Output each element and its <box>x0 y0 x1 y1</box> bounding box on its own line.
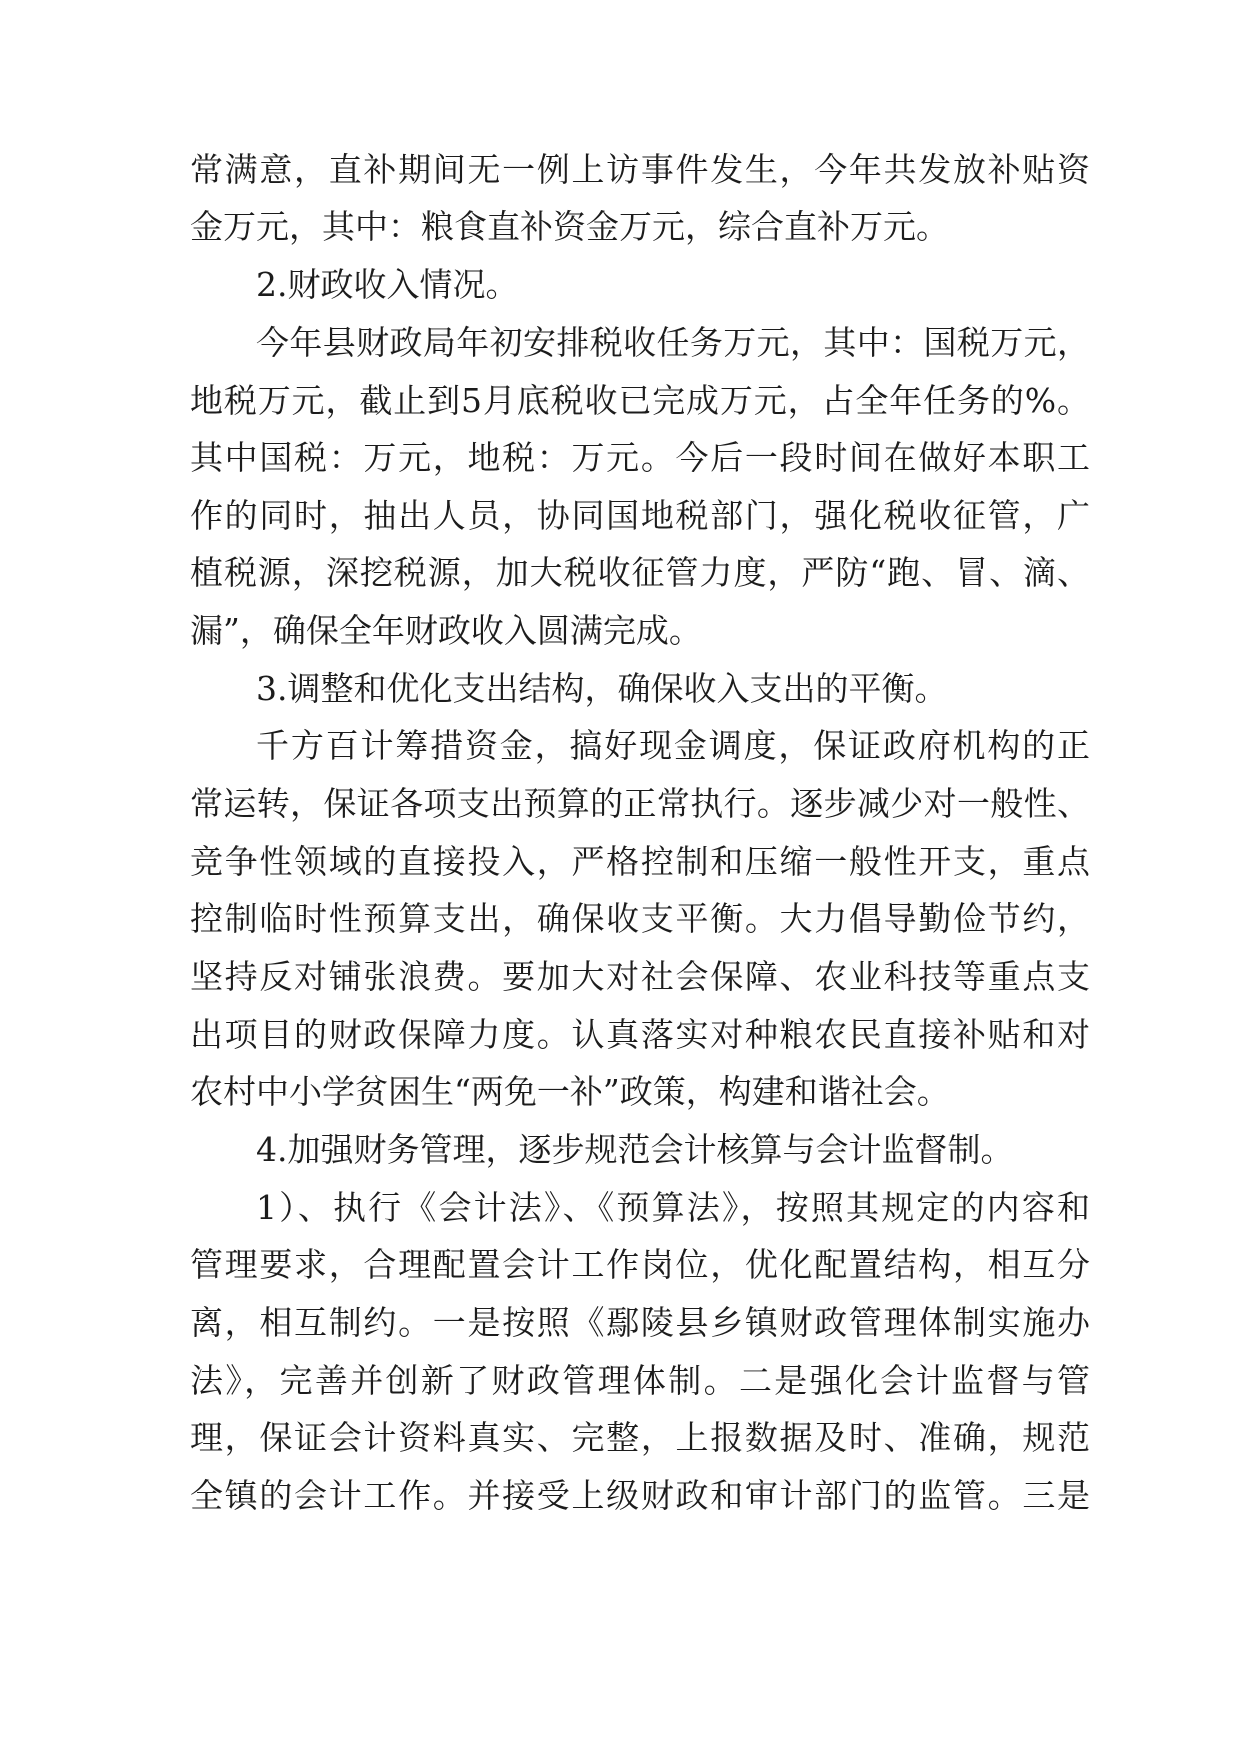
paragraph-line: 出项目的财政保障力度。认真落实对种粮农民直接补贴和对 <box>190 1015 1090 1054</box>
paragraph-line: 控制临时性预算支出，确保收支平衡。大力倡导勤俭节约， <box>190 899 1090 938</box>
paragraph-line: 理，保证会计资料真实、完整，上报数据及时、准确，规范 <box>190 1418 1090 1457</box>
paragraph-line: 1）、执行《会计法》、《预算法》，按照其规定的内容和 <box>256 1188 1090 1227</box>
paragraph-line: 离，相互制约。一是按照《鄢陵县乡镇财政管理体制实施办 <box>190 1303 1090 1342</box>
paragraph-line: 地税万元，截止到5月底税收已完成万元，占全年任务的%。 <box>190 381 1090 420</box>
paragraph-line: 漏”，确保全年财政收入圆满完成。 <box>190 611 702 650</box>
paragraph-line: 坚持反对铺张浪费。要加大对社会保障、农业科技等重点支 <box>190 957 1090 996</box>
paragraph-line: 全镇的会计工作。并接受上级财政和审计部门的监管。三是 <box>190 1476 1090 1515</box>
paragraph-line: 金万元，其中：粮食直补资金万元，综合直补万元。 <box>190 207 949 246</box>
paragraph-line: 常满意，直补期间无一例上访事件发生，今年共发放补贴资 <box>190 150 1090 189</box>
section-heading: 3.调整和优化支出结构，确保收入支出的平衡。 <box>256 669 948 708</box>
paragraph-line: 今年县财政局年初安排税收任务万元，其中：国税万元， <box>256 323 1090 362</box>
section-heading: 2.财政收入情况。 <box>256 265 519 304</box>
paragraph-line: 常运转，保证各项支出预算的正常执行。逐步减少对一般性、 <box>190 784 1090 823</box>
paragraph-line: 农村中小学贫困生“两免一补”政策，构建和谐社会。 <box>190 1072 950 1111</box>
paragraph-line: 管理要求，合理配置会计工作岗位，优化配置结构，相互分 <box>190 1245 1090 1284</box>
paragraph-line: 千方百计筹措资金，搞好现金调度，保证政府机构的正 <box>256 726 1090 765</box>
paragraph-line: 植税源，深挖税源，加大税收征管力度，严防“跑、冒、滴、 <box>190 553 1090 592</box>
section-heading: 4.加强财务管理，逐步规范会计核算与会计监督制。 <box>256 1130 1014 1169</box>
paragraph-line: 法》，完善并创新了财政管理体制。二是强化会计监督与管 <box>190 1361 1090 1400</box>
paragraph-line: 竞争性领域的直接投入，严格控制和压缩一般性开支，重点 <box>190 842 1090 881</box>
paragraph-line: 作的同时，抽出人员，协同国地税部门，强化税收征管，广 <box>190 496 1090 535</box>
paragraph-line: 其中国税：万元，地税：万元。今后一段时间在做好本职工 <box>190 438 1090 477</box>
